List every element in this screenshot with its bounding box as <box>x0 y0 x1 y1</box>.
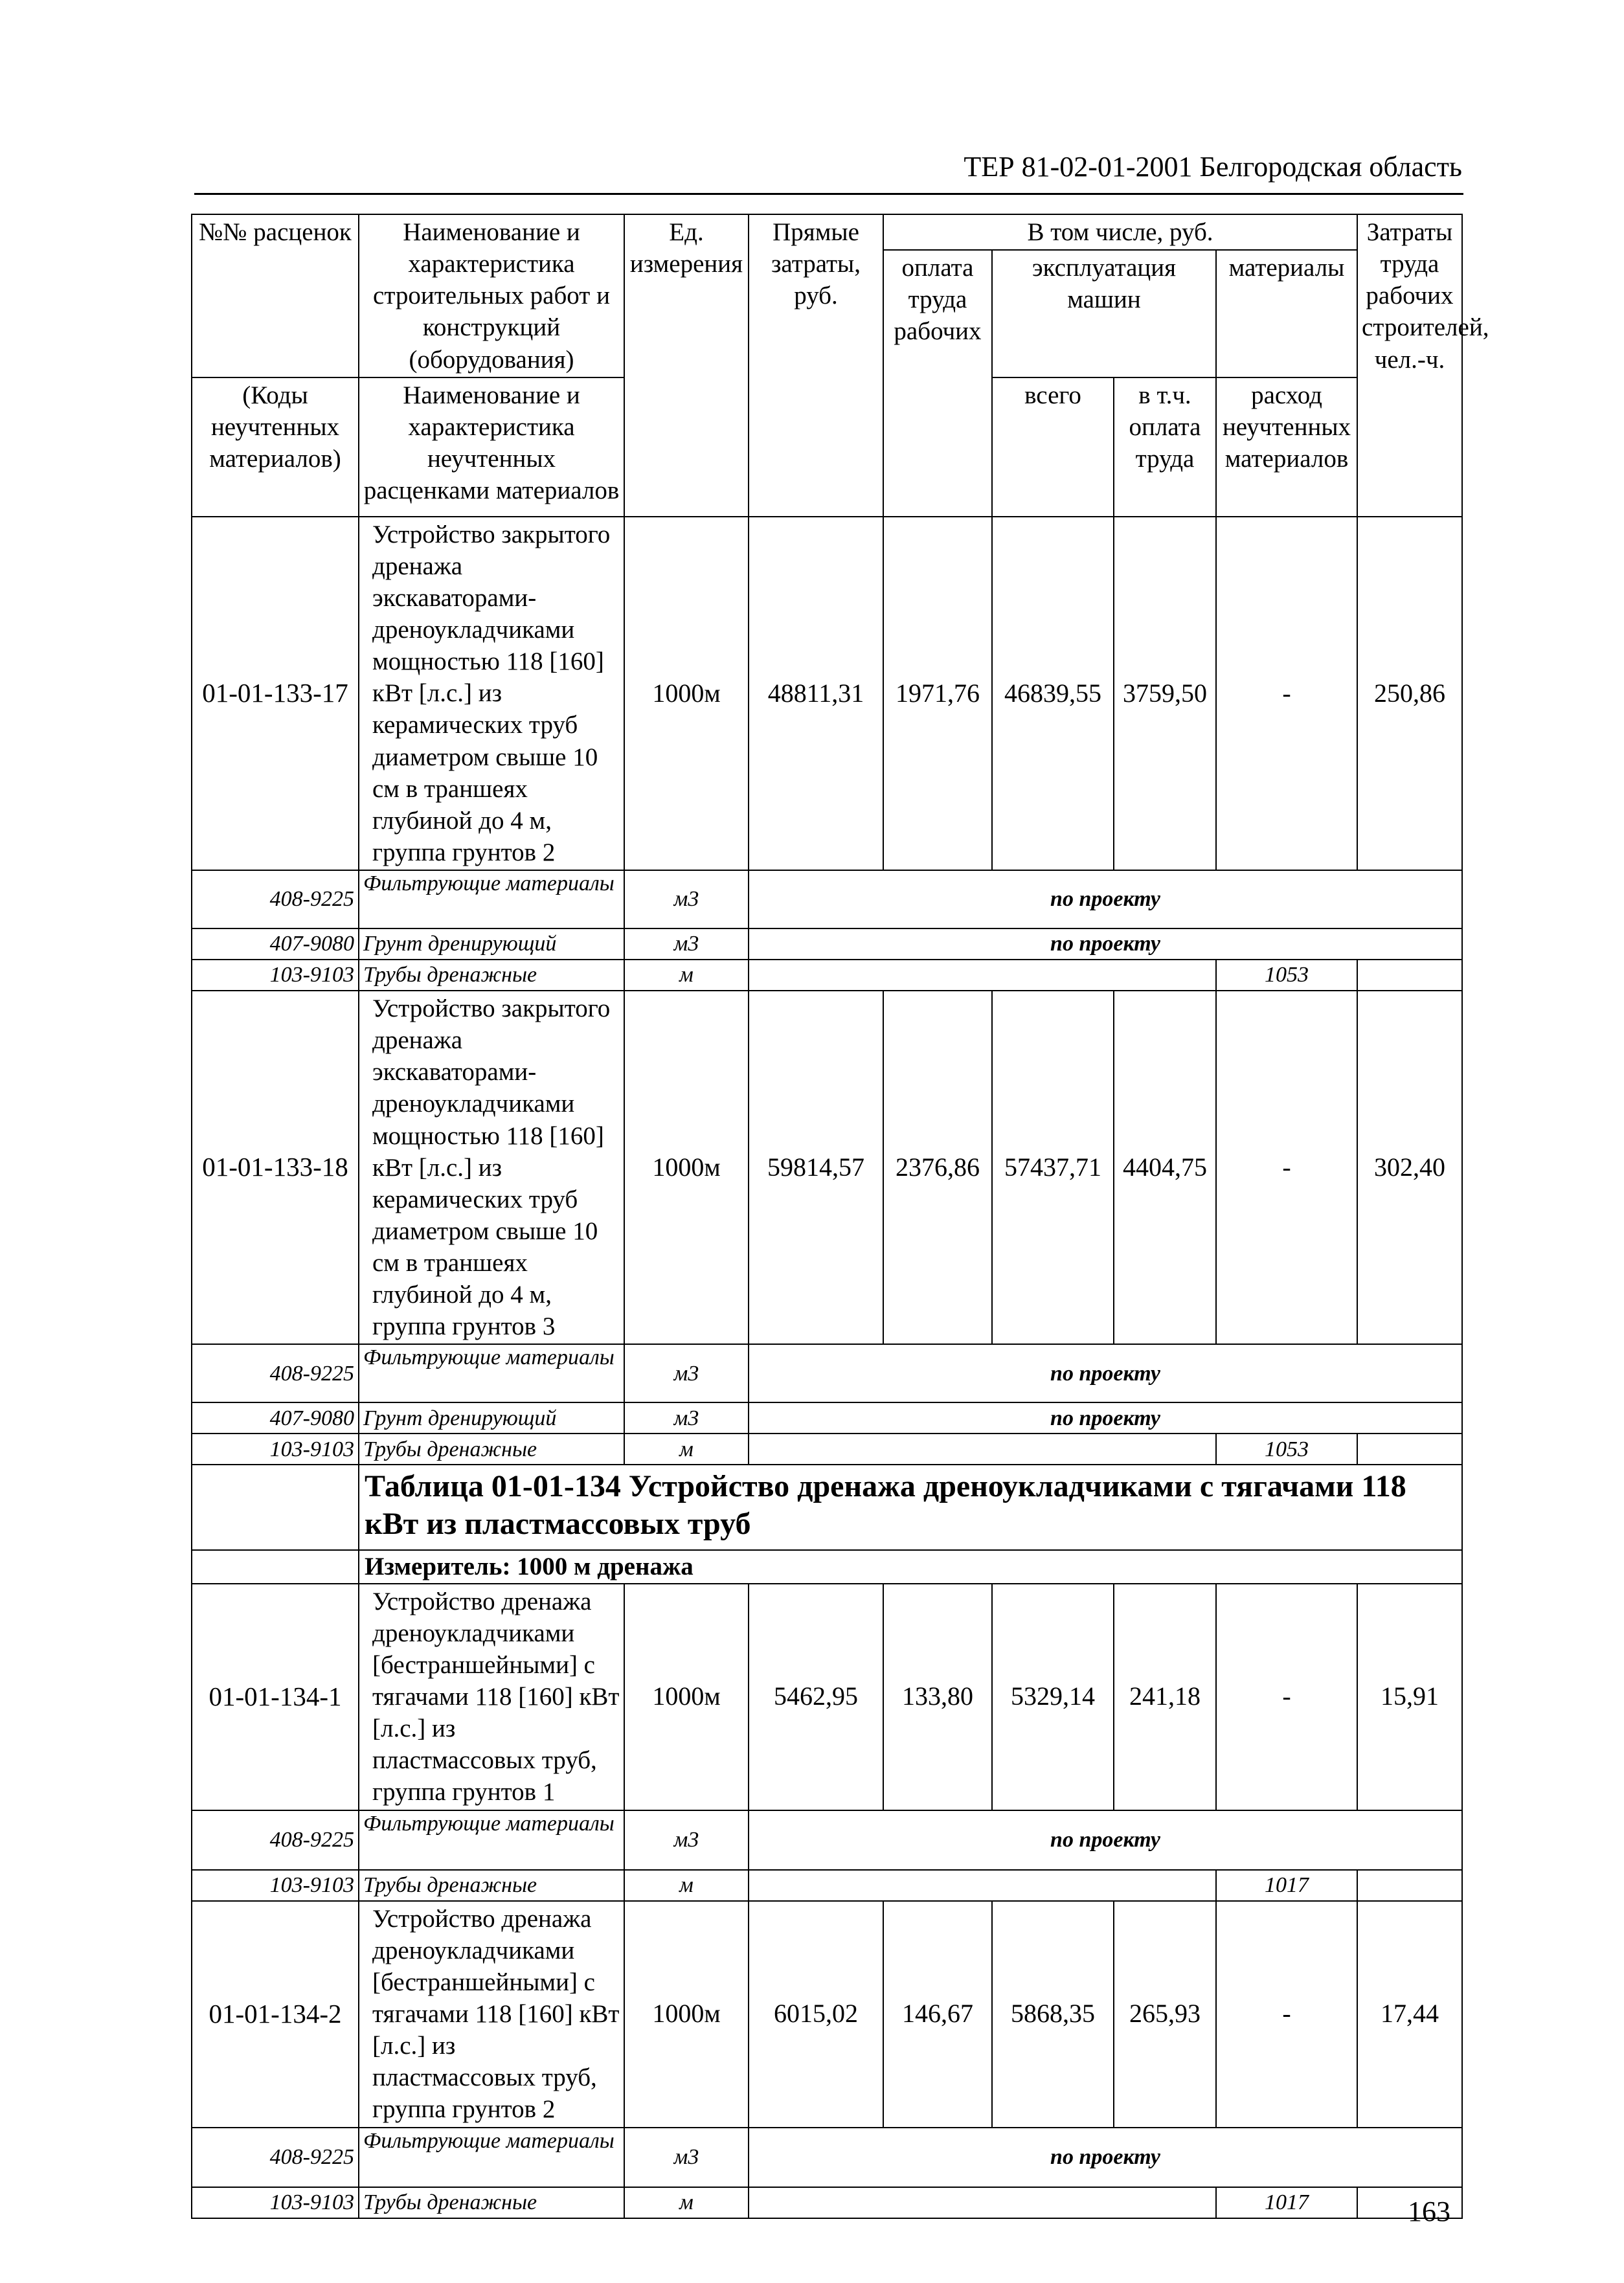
rate-row <box>192 1584 1462 1810</box>
material-code: 408-9225 <box>192 1344 359 1402</box>
material-code: 103-9103 <box>192 960 359 991</box>
header-row <box>192 214 1462 250</box>
rate-code: 01-01-133-18 <box>192 991 359 1344</box>
rate-code: 01-01-134-2 <box>192 1901 359 2128</box>
rate-name: Устройство закрытого дренажа экскаваторами-дреноукладчиками мощностью 118 [160] кВт [л.с.] из керамических труб диаметром свыше 10 см в траншеях глубиной до 4 м, группа грунтов 3 <box>359 991 624 1344</box>
material-name: Трубы дренажные <box>359 1870 624 1901</box>
empty-cell <box>192 1465 359 1550</box>
material-code: 407-9080 <box>192 928 359 960</box>
rates-table <box>191 214 1489 2219</box>
material-row <box>192 1434 1462 1465</box>
material-row <box>192 1870 1462 1901</box>
rate-name: Устройство дренажа дреноукладчиками [бестраншейными] с тягачами 118 [160] кВт [л.с.] из пластмассовых труб, группа грунтов 1 <box>359 1584 624 1810</box>
material-unit: м3 <box>624 870 749 928</box>
material-unit: м <box>624 1870 749 1901</box>
rate-unit: 1000м <box>624 1584 749 1810</box>
table-title-row <box>192 1465 1462 1550</box>
col-direct-header: Прямые затраты, руб. <box>749 214 883 517</box>
rate-code: 01-01-133-17 <box>192 517 359 870</box>
rate-unit: 1000м <box>624 517 749 870</box>
rate-machines-labor: 265,93 <box>1114 1901 1216 2128</box>
material-code: 103-9103 <box>192 1434 359 1465</box>
material-code: 103-9103 <box>192 2187 359 2218</box>
empty-cell <box>1357 1434 1462 1465</box>
material-value: по проекту <box>749 2128 1462 2187</box>
rate-labor-cost: 17,44 <box>1357 1901 1462 2128</box>
col-group-header: В том числе, руб. <box>883 214 1357 250</box>
rate-name: Устройство дренажа дреноукладчиками [бестраншейными] с тягачами 118 [160] кВт [л.с.] из пластмассовых труб, группа грунтов 2 <box>359 1901 624 2128</box>
material-name: Фильтрующие материалы <box>359 1344 624 1402</box>
rate-direct: 48811,31 <box>749 517 883 870</box>
rate-unit: 1000м <box>624 991 749 1344</box>
material-value: по проекту <box>749 1810 1462 1870</box>
col-materials-sub-header: расход неучтенных материалов <box>1216 377 1357 517</box>
material-code: 408-9225 <box>192 870 359 928</box>
material-value: по проекту <box>749 1344 1462 1402</box>
rate-machines-total: 46839,55 <box>992 517 1114 870</box>
col-name-header: Наименование и характеристика строительных работ и конструкций (оборудования) <box>359 214 624 377</box>
material-code: 408-9225 <box>192 2128 359 2187</box>
rate-machines-total: 57437,71 <box>992 991 1114 1344</box>
material-name: Трубы дренажные <box>359 1434 624 1465</box>
col-machines-header: эксплуатация машин <box>992 250 1216 377</box>
rate-labor-pay: 1971,76 <box>883 517 992 870</box>
empty-cell <box>749 1870 1216 1901</box>
table-measure: Измеритель: 1000 м дренажа <box>359 1550 1462 1583</box>
material-unit: м3 <box>624 1810 749 1870</box>
rate-direct: 59814,57 <box>749 991 883 1344</box>
rate-materials: - <box>1216 991 1357 1344</box>
rate-code: 01-01-134-1 <box>192 1584 359 1810</box>
rate-row <box>192 517 1462 870</box>
rate-direct: 6015,02 <box>749 1901 883 2128</box>
page-number: 163 <box>1408 2196 1450 2227</box>
rate-materials: - <box>1216 1584 1357 1810</box>
material-unit: м3 <box>624 1402 749 1434</box>
rate-row <box>192 1901 1462 2128</box>
material-name: Фильтрующие материалы <box>359 1810 624 1870</box>
page-header-title: ТЕР 81-02-01-2001 Белгородская область <box>964 151 1462 183</box>
rate-unit: 1000м <box>624 1901 749 2128</box>
material-value: по проекту <box>749 870 1462 928</box>
col-labor-pay-header: оплата труда рабочих <box>883 250 992 517</box>
measure-row <box>192 1550 1462 1583</box>
material-unit: м <box>624 1434 749 1465</box>
table-title: Таблица 01-01-134 Устройство дренажа дреноукладчиками с тягачами 118 кВт из пластмассовых труб <box>359 1465 1462 1550</box>
col-name-sub-header: Наименование и характеристика неучтенных расценками материалов <box>359 377 624 517</box>
empty-cell <box>1357 960 1462 991</box>
rate-direct: 5462,95 <box>749 1584 883 1810</box>
rate-machines-labor: 4404,75 <box>1114 991 1216 1344</box>
rate-row <box>192 991 1462 1344</box>
rate-machines-total: 5868,35 <box>992 1901 1114 2128</box>
material-value: 1053 <box>1216 1434 1357 1465</box>
material-value: 1017 <box>1216 1870 1357 1901</box>
header-rule <box>194 193 1463 195</box>
col-machines-labor-header: в т.ч. оплата труда <box>1114 377 1216 517</box>
rate-labor-cost: 302,40 <box>1357 991 1462 1344</box>
material-code: 407-9080 <box>192 1402 359 1434</box>
material-code: 408-9225 <box>192 1810 359 1870</box>
col-materials-header: материалы <box>1216 250 1357 377</box>
material-value: 1017 <box>1216 2187 1357 2218</box>
rate-labor-pay: 146,67 <box>883 1901 992 2128</box>
rate-name: Устройство закрытого дренажа экскаваторами-дреноукладчиками мощностью 118 [160] кВт [л.с.] из керамических труб диаметром свыше 10 см в траншеях глубиной до 4 м, группа грунтов 2 <box>359 517 624 870</box>
col-machines-total-header: всего <box>992 377 1114 517</box>
material-name: Фильтрующие материалы <box>359 2128 624 2187</box>
material-row <box>192 1810 1462 1870</box>
material-unit: м3 <box>624 928 749 960</box>
empty-cell <box>749 2187 1216 2218</box>
material-row <box>192 960 1462 991</box>
material-row <box>192 1344 1462 1402</box>
material-name: Грунт дренирующий <box>359 1402 624 1434</box>
empty-cell <box>1357 1870 1462 1901</box>
material-unit: м3 <box>624 2128 749 2187</box>
material-name: Грунт дренирующий <box>359 928 624 960</box>
rate-machines-total: 5329,14 <box>992 1584 1114 1810</box>
material-unit: м3 <box>624 1344 749 1402</box>
material-row <box>192 2187 1462 2218</box>
material-row <box>192 1402 1462 1434</box>
material-row <box>192 870 1462 928</box>
material-row <box>192 2128 1462 2187</box>
rate-materials: - <box>1216 517 1357 870</box>
rate-machines-labor: 241,18 <box>1114 1584 1216 1810</box>
col-labor-cost-header: Затраты труда рабочих строителей, чел.-ч. <box>1357 214 1462 517</box>
material-value: по проекту <box>749 928 1462 960</box>
empty-cell <box>749 960 1216 991</box>
rate-labor-cost: 250,86 <box>1357 517 1462 870</box>
col-code-sub-header: (Коды неучтенных материалов) <box>192 377 359 517</box>
col-unit-header: Ед. измерения <box>624 214 749 517</box>
rate-labor-pay: 2376,86 <box>883 991 992 1344</box>
material-unit: м <box>624 2187 749 2218</box>
material-name: Трубы дренажные <box>359 960 624 991</box>
col-code-header: №№ расценок <box>192 214 359 377</box>
material-name: Трубы дренажные <box>359 2187 624 2218</box>
material-code: 103-9103 <box>192 1870 359 1901</box>
material-value: 1053 <box>1216 960 1357 991</box>
rate-labor-pay: 133,80 <box>883 1584 992 1810</box>
rate-machines-labor: 3759,50 <box>1114 517 1216 870</box>
material-value: по проекту <box>749 1402 1462 1434</box>
rate-labor-cost: 15,91 <box>1357 1584 1462 1810</box>
material-row <box>192 928 1462 960</box>
material-unit: м <box>624 960 749 991</box>
rate-materials: - <box>1216 1901 1357 2128</box>
material-name: Фильтрующие материалы <box>359 870 624 928</box>
empty-cell <box>192 1550 359 1583</box>
empty-cell <box>749 1434 1216 1465</box>
